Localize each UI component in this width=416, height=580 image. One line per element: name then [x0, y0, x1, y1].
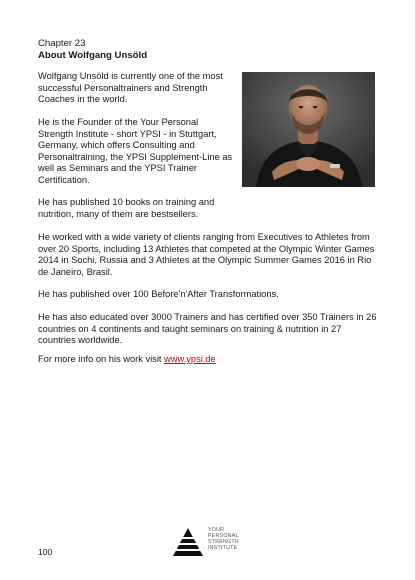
website-link[interactable]: www.ypsi.de — [164, 354, 216, 364]
paragraph-transformations: He has published over 100 Before'n'After Transformations. — [38, 289, 279, 299]
page-title: About Wolfgang Unsöld — [38, 50, 148, 61]
logo-line-personal: PERSONAL — [208, 533, 239, 539]
paragraph-education: He has also educated over 3000 Trainers and has certified over 350 Trainers in 26 countries on 4 continents and taught seminars on training & nutrition in 27 countries worldwide. — [38, 312, 377, 346]
author-photo — [242, 72, 375, 187]
paragraph-books: He has published 10 books on training and nutrition, many of them are bestsellers. — [38, 197, 215, 219]
author-photo-illustration — [242, 72, 375, 187]
paragraph-founder: He is the Founder of the Your Personal Strength Institute - short YPSI - in Stuttgart, Germany, which offers Consulting and Personaltraining, the YPSI Supplement-Line as well as Seminars and the YPSI Trainer Certification. — [38, 117, 233, 185]
page-number: 100 — [38, 547, 53, 557]
logo-line-your: YOUR — [208, 527, 225, 533]
triangle-logo-icon — [172, 527, 204, 557]
logo-line-strength: STRENGTH — [208, 539, 239, 545]
paragraph-clients: He worked with a wide variety of clients ranging from Executives to Athletes from over 20 Sports, including 13 Athletes that competed at the Olympic Winter Games 2014 in Sochi, Russia and 3 Athletes at the Olympic Summer Games 2016 in Rio de Janeiro, Brasil. — [38, 232, 375, 277]
chapter-label: Chapter 23 — [38, 38, 86, 49]
logo-line-institute: INSTITUTE — [208, 545, 238, 551]
paragraph-intro: Wolfgang Unsöld is currently one of the most successful Personaltrainers and Strength Coaches in the world. — [38, 71, 223, 105]
more-info-text: For more info on his work visit — [38, 354, 165, 364]
logo-text — [208, 527, 239, 551]
paragraph-more-info — [38, 354, 378, 366]
ypsi-logo — [172, 527, 272, 557]
